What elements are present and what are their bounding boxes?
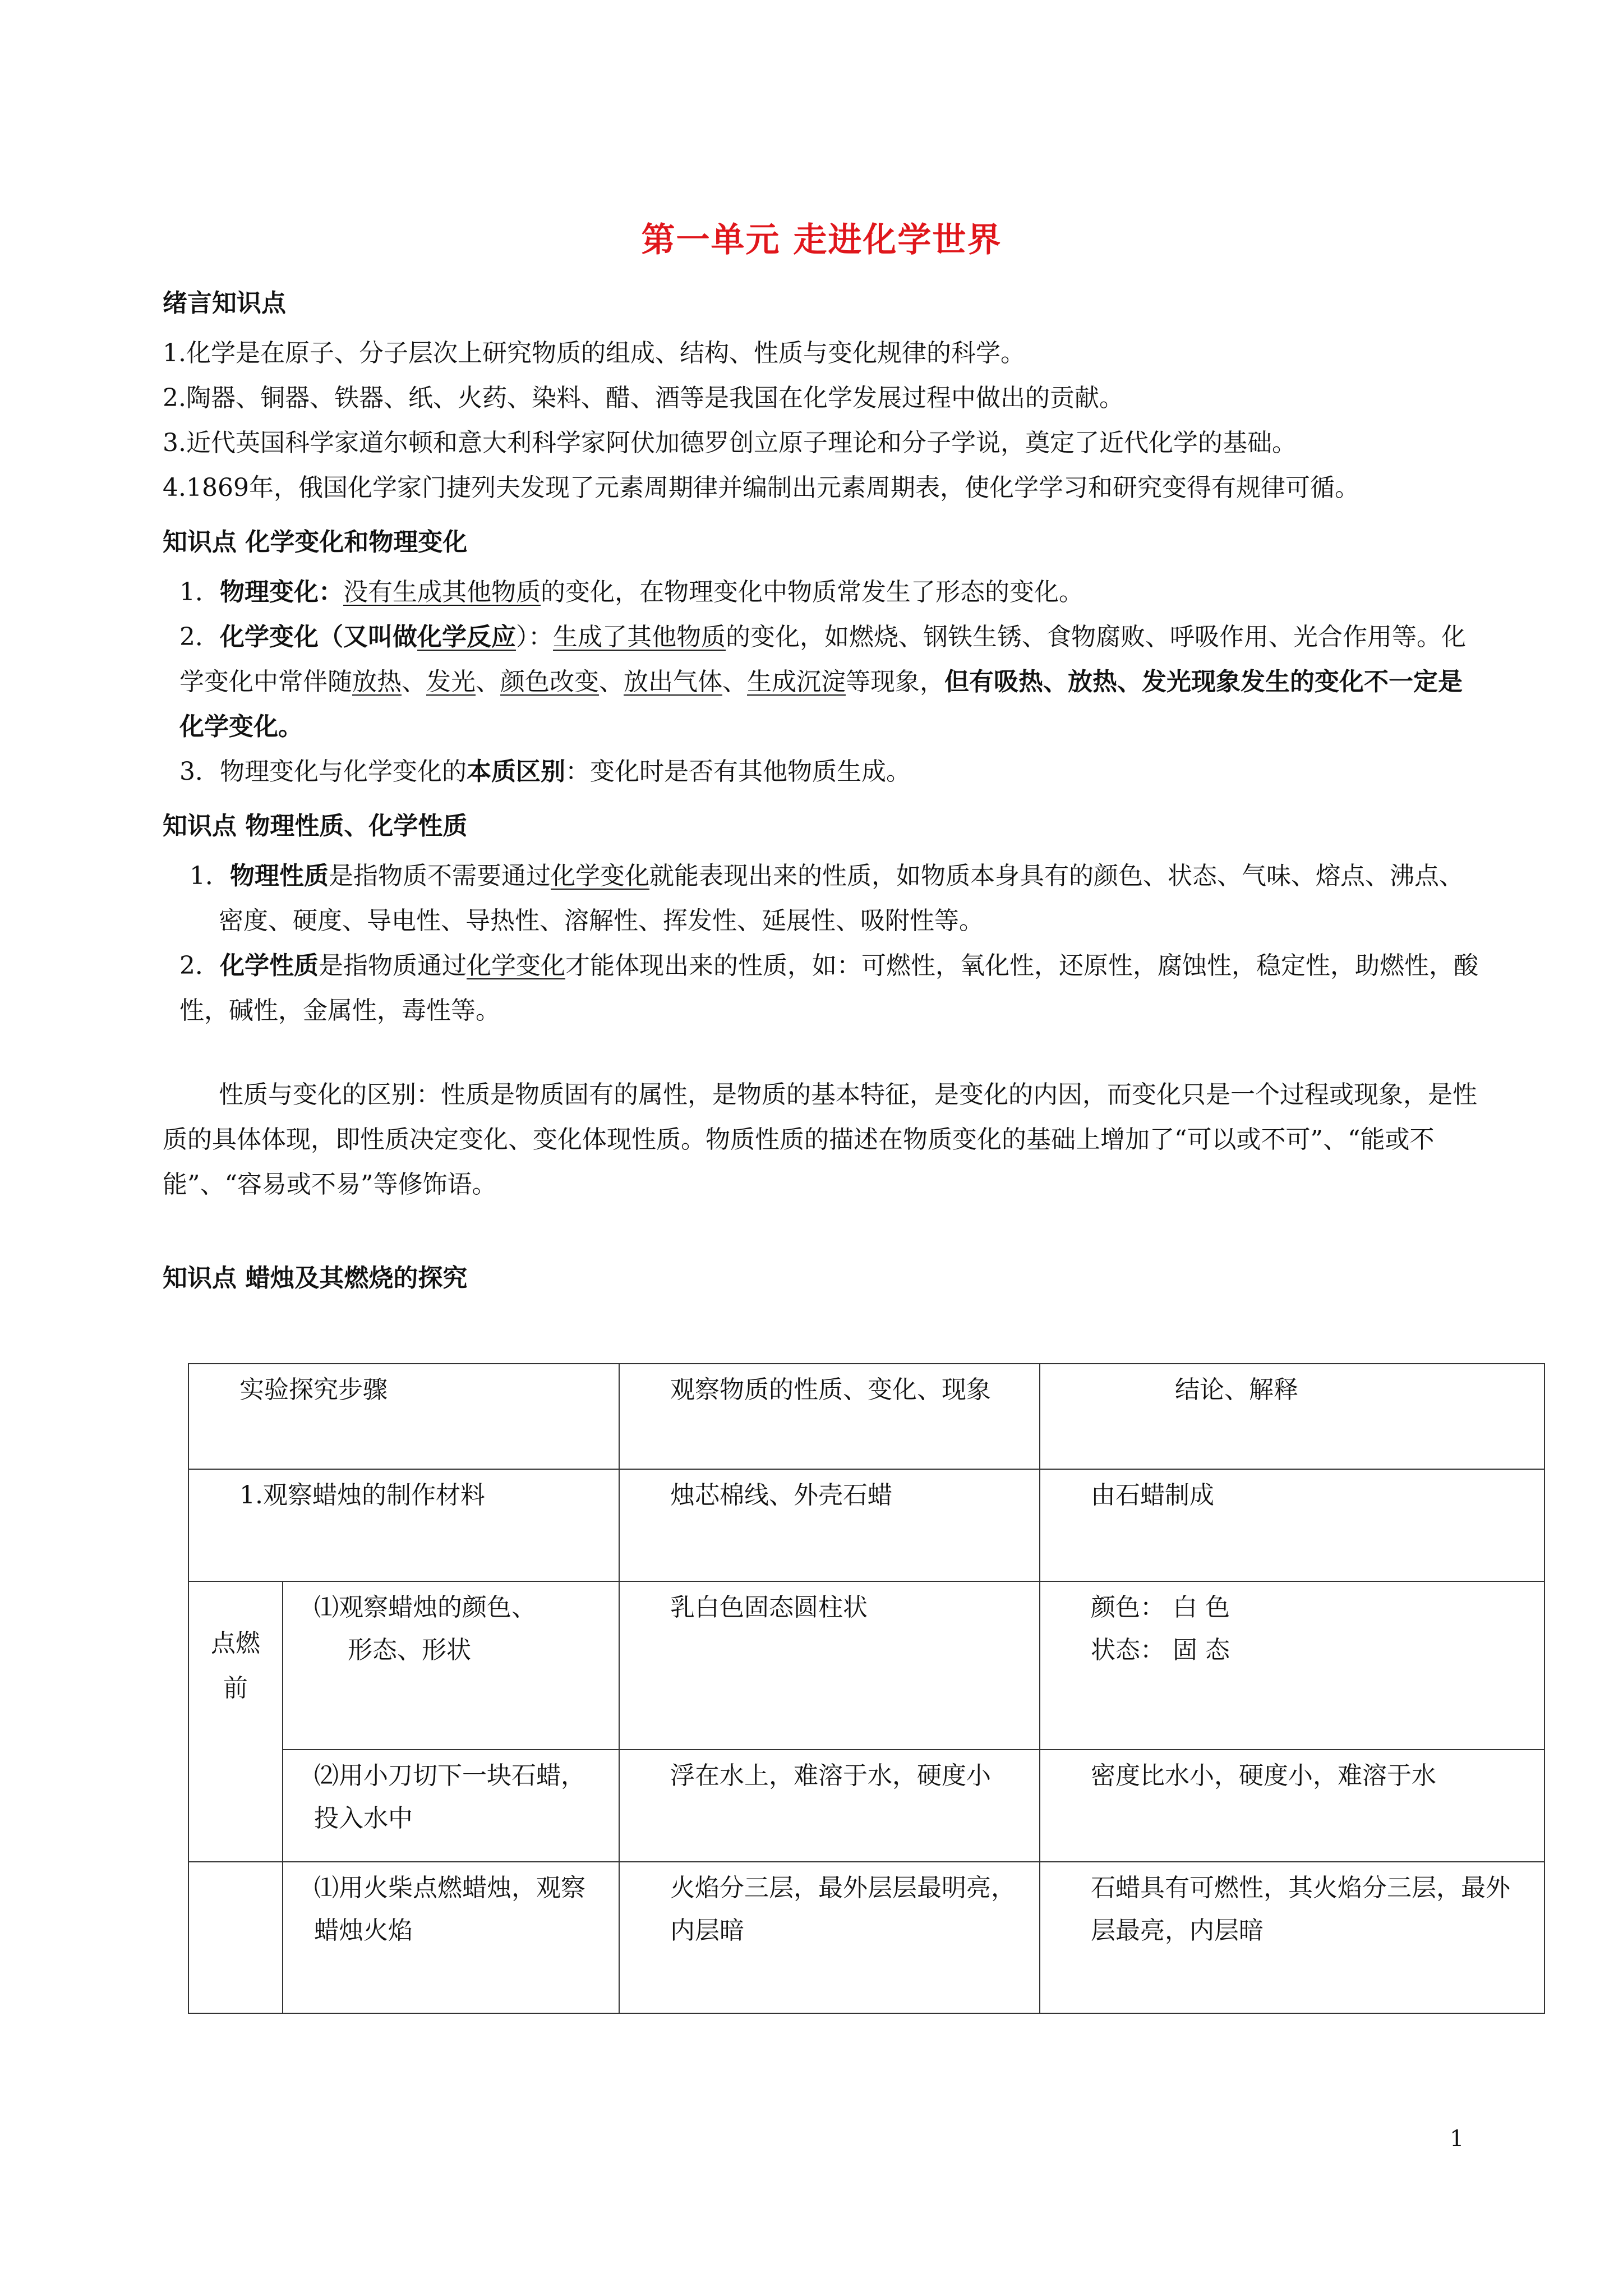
separator: 、 xyxy=(476,668,500,696)
term: 化学变化（又叫做 xyxy=(220,623,417,651)
item-number: 3． xyxy=(179,757,220,786)
phenomenon: 颜色改变 xyxy=(500,668,599,696)
intro-heading: 绪言知识点 xyxy=(163,289,286,318)
physical-change-paragraph xyxy=(163,570,1481,615)
table-cell: 乳白色固态圆柱状 xyxy=(619,1581,1040,1750)
conclusion-state: 状态： 固 态 xyxy=(1091,1636,1230,1664)
table-cell: 烛芯棉线、外壳石蜡 xyxy=(619,1469,1040,1581)
fill-blank: 生成了其他物质 xyxy=(553,623,726,651)
separator: 、 xyxy=(599,668,624,696)
item-number: 1． xyxy=(190,862,230,890)
text: 是指物质不需要通过 xyxy=(329,862,551,890)
page-title: 第一单元 走进化学世界 xyxy=(641,220,1002,260)
item-number: 2． xyxy=(179,951,220,980)
chemical-property-paragraph xyxy=(163,944,1481,1033)
separator: 、 xyxy=(722,668,747,696)
table-row xyxy=(188,1750,1544,1862)
separator: 、 xyxy=(402,668,426,696)
physical-property-paragraph xyxy=(163,854,1481,944)
term: 本质区别 xyxy=(467,757,565,786)
term: 化学性质 xyxy=(220,951,319,980)
phenomenon: 发光 xyxy=(426,668,476,696)
text: ：变化时是否有其他物质生成。 xyxy=(565,757,911,786)
text: 的变化，如燃烧、钢铁生锈、食物腐败、呼吸作用、光合作用等。化学变化中常伴随 xyxy=(179,623,1466,696)
table-row xyxy=(188,1581,1544,1750)
text: 的变化，在物理变化中物质常发生了形态的变化。 xyxy=(541,578,1083,606)
table-cell: 由石蜡制成 xyxy=(1040,1469,1544,1581)
emphasis-text: 但有吸热、放热、发光现象发生的变化不一定是化学变化。 xyxy=(179,668,1463,741)
text: 就能表现出来的性质，如物质本身具有的颜色、状态、气味、熔点、沸点、密度、硬度、导电性、导热性、溶解性、挥发性、延展性、吸附性等。 xyxy=(219,862,1464,935)
table-header-row xyxy=(188,1364,1544,1469)
fill-blank: 化学变化 xyxy=(467,951,565,980)
page-number: 1 xyxy=(1450,2126,1464,2152)
document-page xyxy=(163,213,1481,1306)
text: 是指物质通过 xyxy=(319,951,467,980)
phenomenon: 放热 xyxy=(352,668,402,696)
table-cell: 火焰分三层，最外层层最明亮，内层暗 xyxy=(619,1862,1040,2013)
header-cell-observation: 观察物质的性质、变化、现象 xyxy=(619,1364,1040,1469)
table-cell: 浮在水上，难溶于水，硬度小 xyxy=(619,1750,1040,1862)
chemical-change-paragraph xyxy=(163,615,1481,749)
table-cell: 1.观察蜡烛的制作材料 xyxy=(188,1469,619,1581)
term: 物理变化： xyxy=(220,578,343,606)
section2-heading: 知识点 物理性质、化学性质 xyxy=(163,812,468,840)
intro-item-3: 3.近代英国科学家道尔顿和意大利科学家阿伏加德罗创立原子理论和分子学说，奠定了近代化学的基础。 xyxy=(163,429,1297,457)
fill-blank: 没有生成其他物质 xyxy=(343,578,541,606)
conclusion-color: 颜色： 白 色 xyxy=(1091,1593,1230,1622)
section3-heading: 知识点 蜡烛及其燃烧的探究 xyxy=(163,1264,468,1292)
table-cell: 密度比水小，硬度小，难溶于水 xyxy=(1040,1750,1544,1862)
item-number: 1． xyxy=(179,578,220,606)
phenomenon: 放出气体 xyxy=(624,668,722,696)
term: 物理性质 xyxy=(230,862,329,890)
text: 等现象， xyxy=(846,668,944,696)
group-label-empty xyxy=(188,1862,283,2013)
item-number: 2． xyxy=(179,623,220,651)
table-row xyxy=(188,1862,1544,2013)
group-label-before-lighting: 点燃前 xyxy=(188,1581,283,1862)
step-text: ⑴观察蜡烛的颜色、 xyxy=(314,1593,536,1622)
intro-item-2: 2.陶器、铜器、铁器、纸、火药、染料、醋、酒等是我国在化学发展过程中做出的贡献。 xyxy=(163,384,1124,412)
text: 物理变化与化学变化的 xyxy=(220,757,467,786)
fill-blank: 化学反应 xyxy=(417,623,516,651)
header-cell-conclusion: 结论、解释 xyxy=(1040,1364,1544,1469)
table-cell: ⑵用小刀切下一块石蜡，投入水中 xyxy=(283,1750,619,1862)
table-cell xyxy=(1040,1581,1544,1750)
text: 才能体现出来的性质，如：可燃性，氧化性，还原性，腐蚀性，稳定性，助燃性，酸性，碱性，金属性，毒性等。 xyxy=(179,951,1478,1025)
table-cell xyxy=(283,1581,619,1750)
distinction-paragraph: 性质与变化的区别：性质是物质固有的属性，是物质的基本特征，是变化的内因，而变化只是一个过程或现象，是性质的具体体现，即性质决定变化、变化体现性质。物质性质的描述在物质变化的基础上增加了“可以或不可”、“能或不能”、“容易或不易”等修饰语。 xyxy=(163,1080,1477,1199)
table-cell: 石蜡具有可燃性，其火焰分三层，最外层最亮，内层暗 xyxy=(1040,1862,1544,2013)
table-cell: ⑴用火柴点燃蜡烛，观察蜡烛火焰 xyxy=(283,1862,619,2013)
header-cell-steps: 实验探究步骤 xyxy=(188,1364,619,1469)
essential-difference-paragraph xyxy=(163,749,1481,794)
candle-experiment-table xyxy=(188,1363,1545,2014)
table-row xyxy=(188,1469,1544,1581)
intro-item-4: 4.1869年，俄国化学家门捷列夫发现了元素周期律并编制出元素周期表，使化学学习和研究变得有规律可循。 xyxy=(163,473,1359,502)
step-text: 形态、形状 xyxy=(348,1636,471,1664)
intro-item-1: 1.化学是在原子、分子层次上研究物质的组成、结构、性质与变化规律的科学。 xyxy=(163,339,1025,367)
text: ）： xyxy=(516,623,553,651)
phenomenon: 生成沉淀 xyxy=(747,668,846,696)
section1-heading: 知识点 化学变化和物理变化 xyxy=(163,528,468,556)
fill-blank: 化学变化 xyxy=(551,862,649,890)
